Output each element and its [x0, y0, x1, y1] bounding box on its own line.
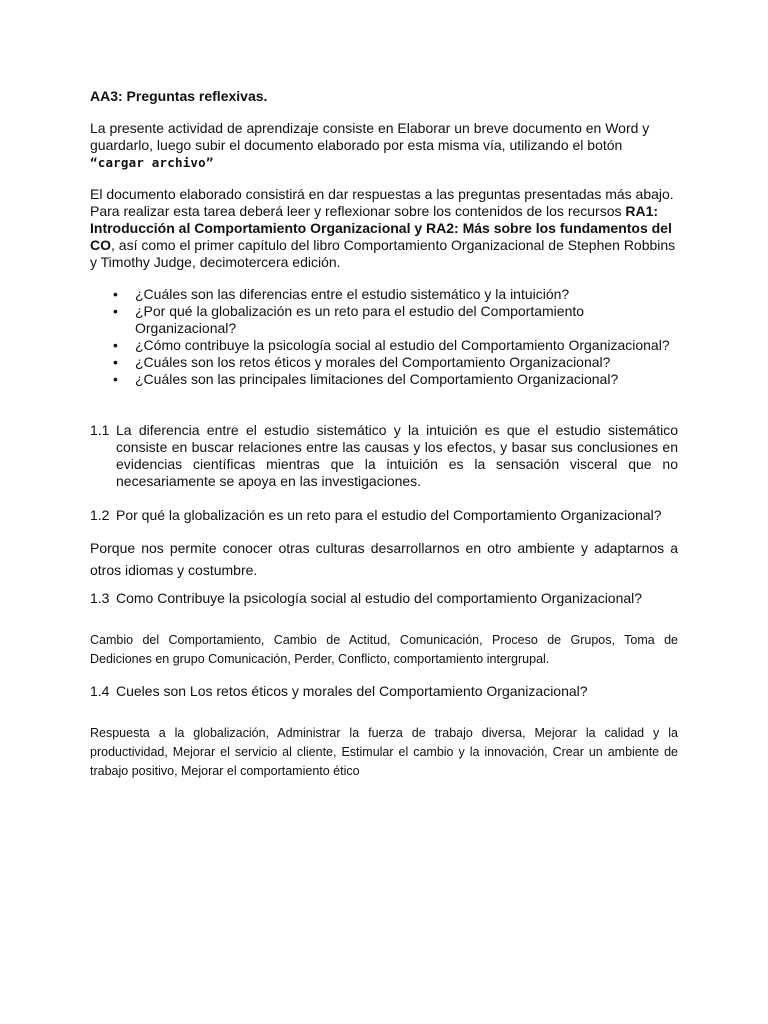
section-1-3-question: Como Contribuye la psicología social al estudio del comportamiento Organizacional? — [116, 590, 643, 606]
section-number: 1.1 — [90, 422, 110, 438]
cargar-archivo-label: “cargar archivo” — [90, 155, 214, 170]
question-text: ¿Cuáles son las diferencias entre el estudio sistemático y la intuición? — [135, 286, 570, 302]
section-1-3 — [90, 590, 678, 607]
section-number: 1.2 — [90, 507, 110, 523]
intro-2-resources: RA1: Introducción al Comportamiento Organizacional y RA2: Más sobre los fundamentos del CO — [90, 203, 672, 253]
bullet-icon: • — [113, 286, 118, 302]
section-number: 1.3 — [90, 590, 110, 606]
list-item — [90, 286, 678, 303]
question-text: ¿Cuáles son los retos éticos y morales del Comportamiento Organizacional? — [135, 354, 611, 370]
bullet-icon: • — [113, 354, 118, 370]
intro-2-text: El documento elaborado consistirá en dar respuestas a las preguntas presentadas más abajo. Para realizar esta tarea deberá leer y reflexionar sobre los contenidos de los recursos — [90, 186, 674, 219]
list-item — [90, 354, 678, 371]
section-1-4-question: Cueles son Los retos éticos y morales del Comportamiento Organizacional? — [116, 683, 588, 699]
document-body — [90, 88, 678, 781]
list-item — [90, 337, 678, 354]
bullet-icon: • — [113, 337, 118, 353]
intro-1-text: La presente actividad de aprendizaje consiste en Elaborar un breve documento en Word y guardarlo, luego subir el documento elaborado por esta misma vía, utilizando el botón — [90, 120, 650, 153]
section-1-1 — [90, 422, 678, 490]
section-1-4 — [90, 683, 678, 700]
page-title: AA3: Preguntas reflexivas. — [90, 88, 268, 104]
section-1-2-question: Por qué la globalización es un reto para el estudio del Comportamiento Organizacional? — [116, 507, 662, 523]
section-1-1-text: La diferencia entre el estudio sistemático y la intuición es que el estudio sistemático consiste en buscar relaciones entre las causas y los efectos, y basar sus conclusiones en evidencias científicas mientras que la intuición es la sensación visceral que no necesariamente se apoya en las investigaciones. — [116, 422, 678, 489]
intro-paragraph-2 — [90, 186, 678, 271]
bullet-icon: • — [113, 303, 118, 319]
list-item — [90, 303, 678, 337]
question-text: ¿Cuáles son las principales limitaciones del Comportamiento Organizacional? — [135, 371, 619, 387]
questions-list — [90, 286, 678, 388]
section-1-3-answer: Cambio del Comportamiento, Cambio de Actitud, Comunicación, Proceso de Grupos, Toma de Dediciones en grupo Comunicación, Perder, Conflicto, comportamiento intergrupal. — [90, 633, 678, 666]
section-1-4-answer: Respuesta a la globalización, Administrar la fuerza de trabajo diversa, Mejorar la calidad y la productividad, Mejorar el servicio al cliente, Estimular el cambio y la innovación, Crear un ambiente de trabajo positivo, Mejorar el comportamiento ético — [90, 726, 678, 778]
intro-2-text-end: , así como el primer capítulo del libro Comportamiento Organizacional de Stephen Robbins y Timothy Judge, decimotercera edición. — [90, 237, 676, 270]
intro-paragraph-1 — [90, 120, 678, 171]
question-text: ¿Cómo contribuye la psicología social al estudio del Comportamiento Organizacional? — [135, 337, 670, 353]
bullet-icon: • — [113, 371, 118, 387]
list-item — [90, 371, 678, 388]
question-text: ¿Por qué la globalización es un reto para el estudio del Comportamiento Organizacional? — [135, 303, 585, 336]
section-number: 1.4 — [90, 683, 110, 699]
section-1-2-answer: Porque nos permite conocer otras culturas desarrollarnos en otro ambiente y adaptarnos a otros idiomas y costumbre. — [90, 540, 678, 578]
section-1-2 — [90, 507, 678, 524]
